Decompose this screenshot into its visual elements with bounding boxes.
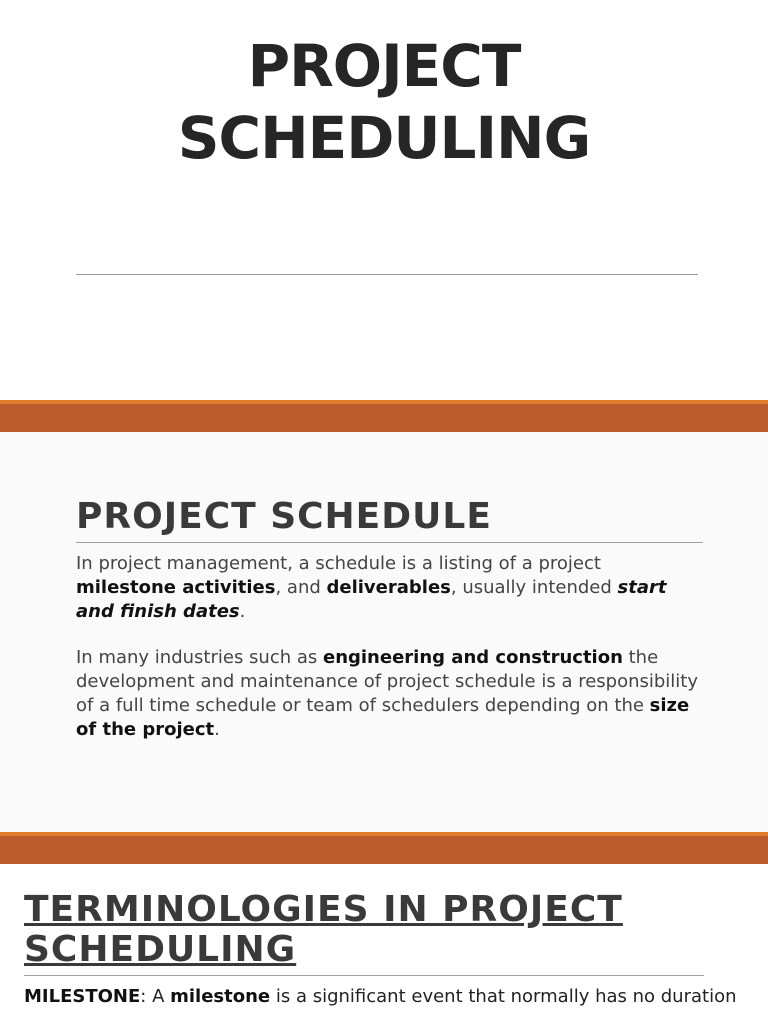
slide-separator-accent (0, 832, 768, 836)
heading-divider (24, 975, 704, 976)
paragraph-milestone (24, 985, 764, 1009)
bold-italic-run: start and finish dates (76, 577, 667, 622)
bold-run: deliverables (326, 577, 451, 598)
text-run: In project management, a schedule is a listing of a project (76, 553, 601, 574)
heading-divider (76, 542, 703, 543)
title-line-1: PROJECT (247, 32, 521, 100)
slide-project-schedule (0, 432, 768, 832)
bold-run: milestone (170, 986, 271, 1007)
page-title (0, 30, 768, 174)
title-line-2: SCHEDULING (177, 104, 591, 172)
section-heading (24, 890, 623, 970)
heading-line-2: SCHEDULING (24, 929, 297, 970)
bold-run: size of the project (76, 695, 690, 740)
text-run: . (239, 601, 246, 622)
title-divider (76, 274, 698, 275)
text-run: , usually intended (450, 577, 618, 598)
paragraph-industries (76, 646, 706, 742)
text-run: is a significant event that normally has no duration (270, 986, 737, 1007)
slide-separator-band (0, 400, 768, 432)
heading-line-1: TERMINOLOGIES IN PROJECT (24, 889, 623, 930)
text-run: In many industries such as (76, 647, 323, 668)
text-run: : A (140, 986, 171, 1007)
slide-separator-band (0, 832, 768, 864)
bold-run: MILESTONE (24, 986, 141, 1007)
section-heading: PROJECT SCHEDULE (76, 496, 492, 537)
paragraph-definition (76, 552, 706, 624)
slide-separator-accent (0, 400, 768, 404)
text-run: the development and maintenance of project schedule is a responsibility of a full time schedule or team of schedulers depending on the (76, 647, 699, 716)
bold-run: engineering and construction (322, 647, 623, 668)
bold-run: milestone activities (76, 577, 276, 598)
text-run: . (214, 719, 220, 740)
text-run: , and (275, 577, 327, 598)
